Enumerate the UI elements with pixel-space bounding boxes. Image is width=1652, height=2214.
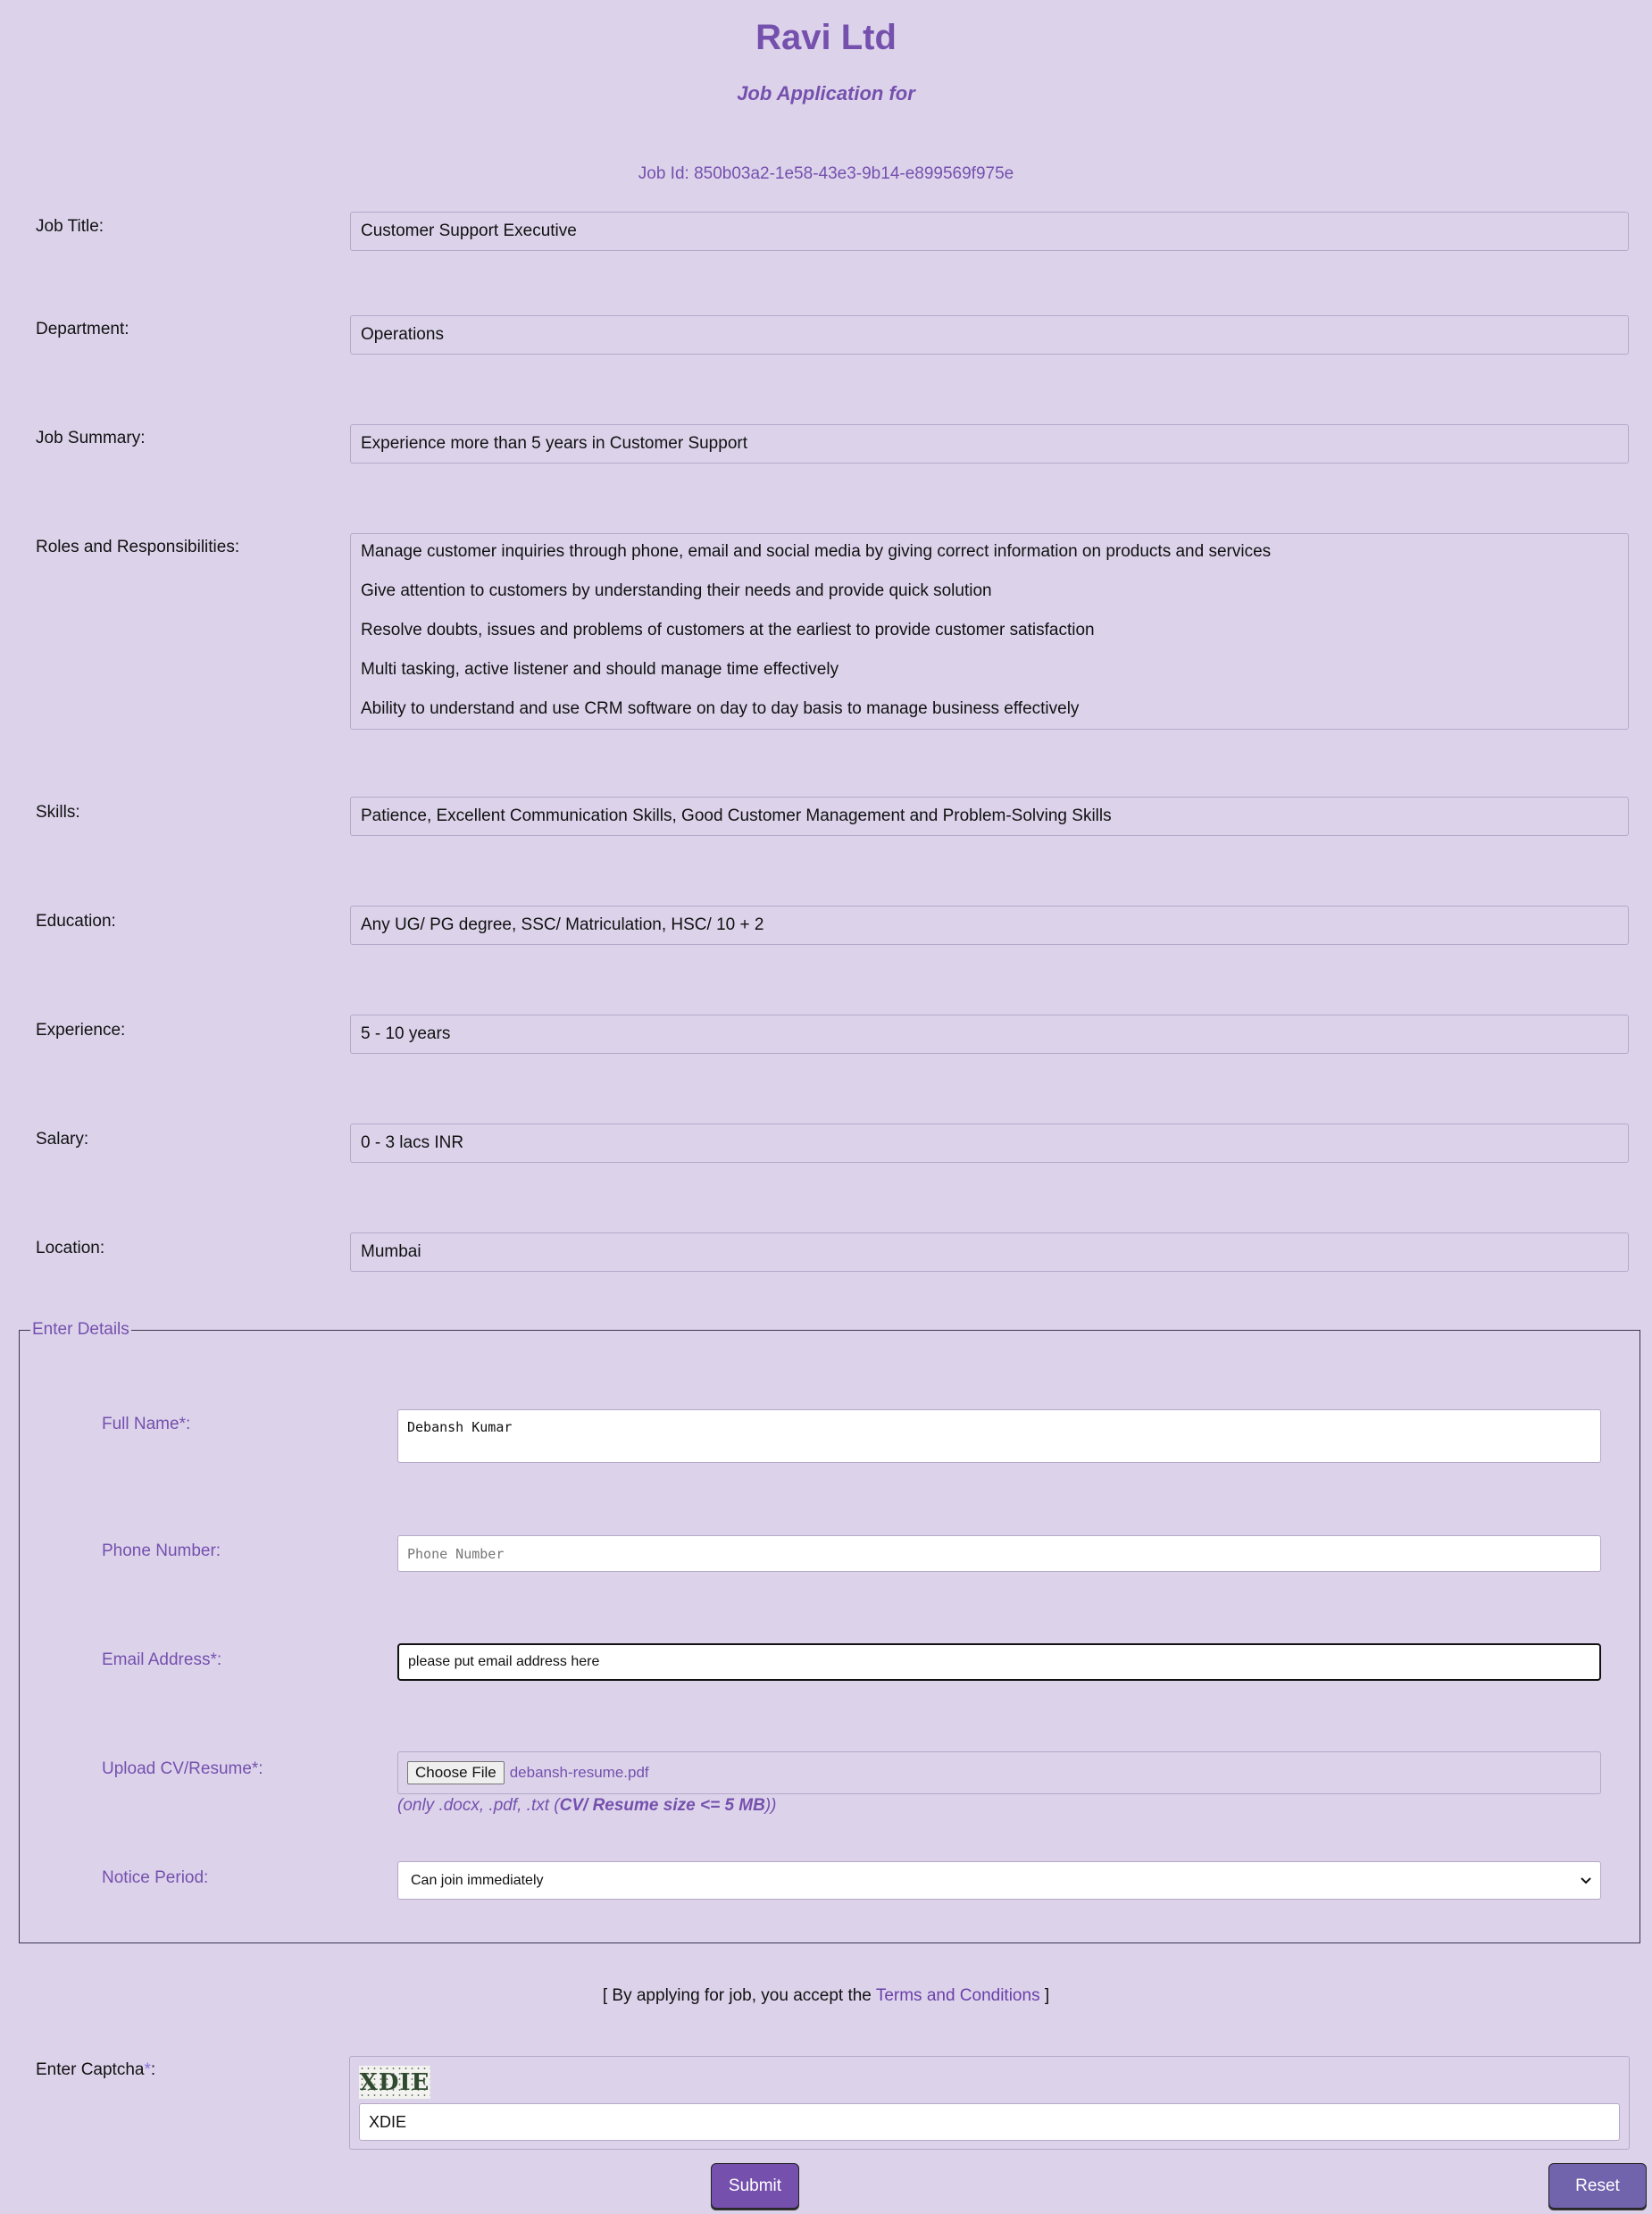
phone-label: Phone Number: [102,1541,221,1560]
job-summary-field: Experience more than 5 years in Customer Support [350,424,1629,464]
cv-file-input[interactable] [397,1751,1601,1794]
notice-period-select[interactable] [397,1861,1601,1900]
role-item: Ability to understand and use CRM software on day to day basis to manage business effectively [361,699,1080,718]
captcha-box [349,2056,1630,2150]
captcha-colon: : [150,2060,156,2079]
job-title-label: Job Title: [36,217,104,236]
job-summary-label: Job Summary: [36,429,146,447]
cv-hint [397,1796,777,1816]
notice-period-value: Can join immediately [411,1872,544,1888]
roles-field [350,533,1629,730]
cv-hint-suffix: )) [764,1796,777,1815]
salary-label: Salary: [36,1130,89,1149]
role-item: Give attention to customers by understanding their needs and provide quick solution [361,581,992,600]
captcha-image: XDIE [359,2066,430,2099]
role-item: Resolve doubts, issues and problems of customers at the earliest to provide customer satisfaction [361,621,1095,639]
terms-suffix: ] [1039,1986,1050,2005]
email-input[interactable]: please put email address here [397,1643,1601,1681]
education-label: Education: [36,912,116,931]
required-star: * [144,2060,151,2079]
terms-prefix: [ By applying for job, you accept the [602,1986,876,2005]
captcha-input[interactable]: XDIE [359,2103,1620,2141]
phone-input[interactable]: Phone Number [397,1535,1601,1572]
role-item: Multi tasking, active listener and should manage time effectively [361,660,839,679]
roles-label: Roles and Responsibilities: [36,538,240,556]
skills-field: Patience, Excellent Communication Skills, Good Customer Management and Problem-Solving Skills [350,797,1629,836]
terms-link[interactable]: Terms and Conditions [875,1986,1040,2005]
page-subtitle: Job Application for [737,82,915,104]
captcha-label-text: Enter Captcha [36,2060,145,2079]
skills-label: Skills: [36,803,80,822]
department-label: Department: [36,320,129,338]
cv-hint-prefix: (only .docx, .pdf, .txt ( [397,1796,560,1815]
enter-details-legend: Enter Details [32,1320,129,1339]
salary-field: 0 - 3 lacs INR [350,1124,1629,1163]
department-field: Operations [350,315,1629,355]
experience-label: Experience: [36,1021,126,1040]
email-label: Email Address*: [102,1650,222,1669]
enter-details-fieldset [19,1320,1640,1943]
full-name-input[interactable]: Debansh Kumar [397,1409,1601,1463]
selected-file-name: debansh-resume.pdf [509,1764,649,1781]
chevron-down-icon [1581,1877,1591,1884]
role-item: Manage customer inquiries through phone, email and social media by giving correct information on products and services [361,542,1272,561]
full-name-label: Full Name*: [102,1415,191,1433]
cv-hint-size: CV/ Resume size <= 5 MB [559,1796,765,1815]
captcha-label [36,2060,155,2080]
terms-notice [0,1986,1652,2006]
reset-button[interactable]: Reset [1548,2163,1647,2209]
choose-file-button[interactable]: Choose File [407,1761,505,1784]
job-id: Job Id: 850b03a2-1e58-43e3-9b14-e899569f975e [638,164,1014,183]
cv-label: Upload CV/Resume*: [102,1759,263,1778]
location-label: Location: [36,1239,105,1257]
education-field: Any UG/ PG degree, SSC/ Matriculation, HSC/ 10 + 2 [350,906,1629,945]
submit-button[interactable]: Submit [711,2163,799,2209]
job-title-field: Customer Support Executive [350,212,1629,251]
company-title: Ravi Ltd [755,18,897,57]
experience-field: 5 - 10 years [350,1015,1629,1054]
location-field: Mumbai [350,1232,1629,1272]
notice-period-label: Notice Period: [102,1868,209,1887]
